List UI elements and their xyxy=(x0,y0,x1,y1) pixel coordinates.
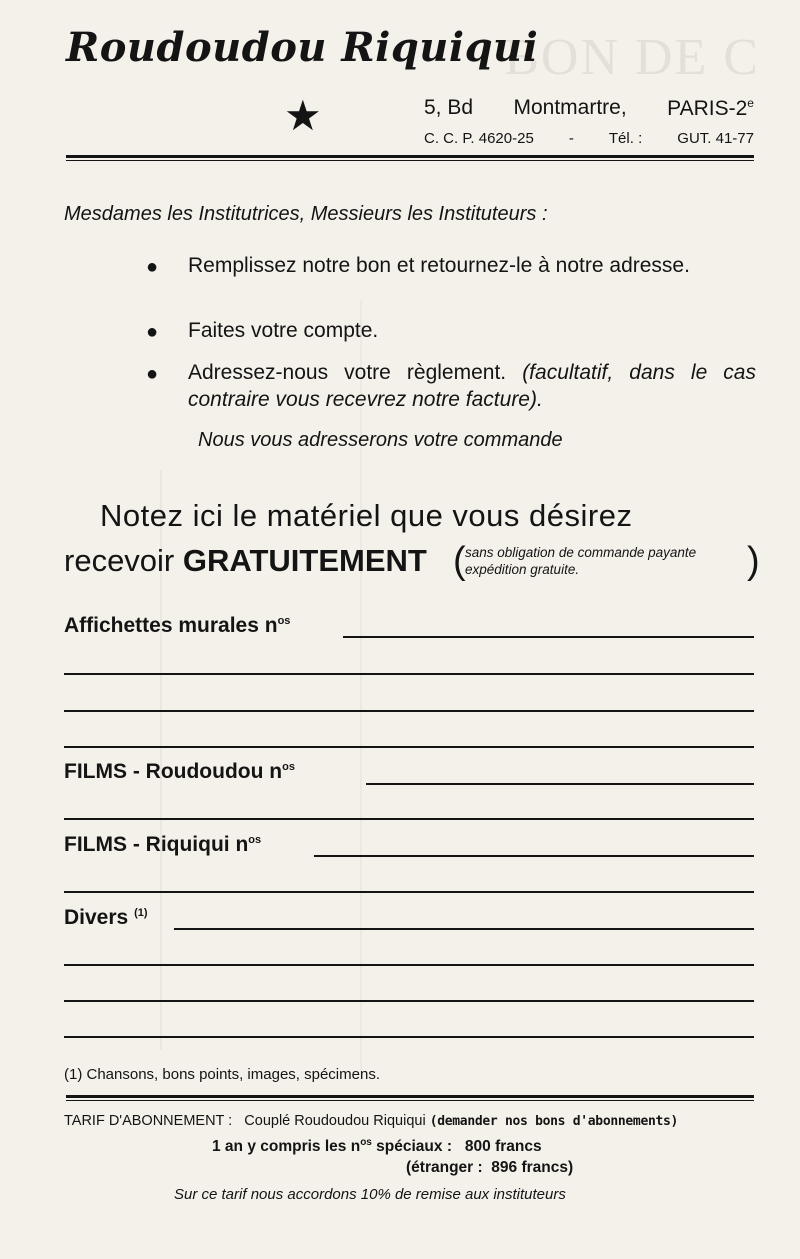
free-shipping-note: ( sans obligation de commande payante expédition gratuite. ) xyxy=(453,540,760,582)
order-heading-line2: recevoir GRATUITEMENT xyxy=(64,543,427,578)
teacher-discount: Sur ce tarif nous accordons 10% de remise aux instituteurs xyxy=(174,1186,566,1203)
order-heading-line1: Notez ici le matériel que vous désirez xyxy=(100,498,633,533)
separator: - xyxy=(568,130,574,147)
tel-label: Tél. : xyxy=(608,130,643,147)
instruction-text: Adressez-nous votre règlement. (facultatif, dans le cas contraire vous recevrez notre facture). xyxy=(188,361,756,411)
subscription-rate xyxy=(64,1113,754,1129)
bleed-through-text: BON DE C xyxy=(504,29,760,86)
tarif-request: (demander nos bons d'abonnements) xyxy=(429,1114,679,1129)
address-street: Montmartre, xyxy=(513,96,627,119)
footer-divider xyxy=(66,1095,754,1101)
tarif-product: Couplé Roudoudou Riquiqui xyxy=(244,1113,426,1129)
footnote: (1) Chansons, bons points, images, spécimens. xyxy=(64,1066,380,1083)
star-icon: ★ xyxy=(284,92,322,139)
header-divider xyxy=(66,155,754,161)
write-line-films-riquiqui[interactable] xyxy=(314,855,754,857)
tel-number: GUT. 41-77 xyxy=(677,130,754,147)
yearly-price: 1 an y compris les $n^{os}$ spéciaux : 800 francs xyxy=(212,1137,542,1156)
field-label-films-riquiqui: FILMS - Riquiqui $n^{os}$ xyxy=(64,833,262,856)
write-line[interactable] xyxy=(64,1000,754,1002)
field-label-divers: Divers $^{(1)}$ xyxy=(64,906,148,929)
field-label-affichettes: Affichettes murales $n^{os}$ xyxy=(64,614,291,637)
ccp-number: C. C. P. 4620-25 xyxy=(424,130,534,147)
bleed-through-rule xyxy=(360,300,362,1080)
address-number: 5, Bd xyxy=(424,96,474,119)
write-line[interactable] xyxy=(64,673,754,675)
field-label-films-roudoudou: FILMS - Roudoudou $n^{os}$ xyxy=(64,760,295,783)
write-line-divers[interactable] xyxy=(174,928,754,930)
write-line-films-roudoudou[interactable] xyxy=(366,783,754,785)
contact-line xyxy=(424,130,754,147)
write-line[interactable] xyxy=(64,710,754,712)
write-line-affichettes[interactable] xyxy=(343,636,754,638)
write-line[interactable] xyxy=(64,891,754,893)
write-line[interactable] xyxy=(64,746,754,748)
address-line xyxy=(424,96,754,121)
foreign-price: (étranger : 896 francs) xyxy=(406,1159,574,1176)
tarif-label: TARIF D'ABONNEMENT : xyxy=(64,1113,233,1129)
bullet-icon: ● xyxy=(146,363,159,385)
salutation: Mesdames les Institutrices, Messieurs les Instituteurs : xyxy=(64,203,548,225)
brand-title: Roudoudou Riquiqui xyxy=(66,24,539,71)
write-line[interactable] xyxy=(64,964,754,966)
instruction-text: Faites votre compte. xyxy=(188,319,379,342)
closing-note: Nous vous adresserons votre commande xyxy=(198,429,563,451)
address-city: PARIS-2e xyxy=(667,96,754,120)
bullet-icon: ● xyxy=(146,256,159,278)
bullet-icon: ● xyxy=(146,321,159,343)
write-line[interactable] xyxy=(64,1036,754,1038)
write-line[interactable] xyxy=(64,818,754,820)
instruction-text: Remplissez notre bon et retournez-le à notre adresse. xyxy=(188,254,690,277)
